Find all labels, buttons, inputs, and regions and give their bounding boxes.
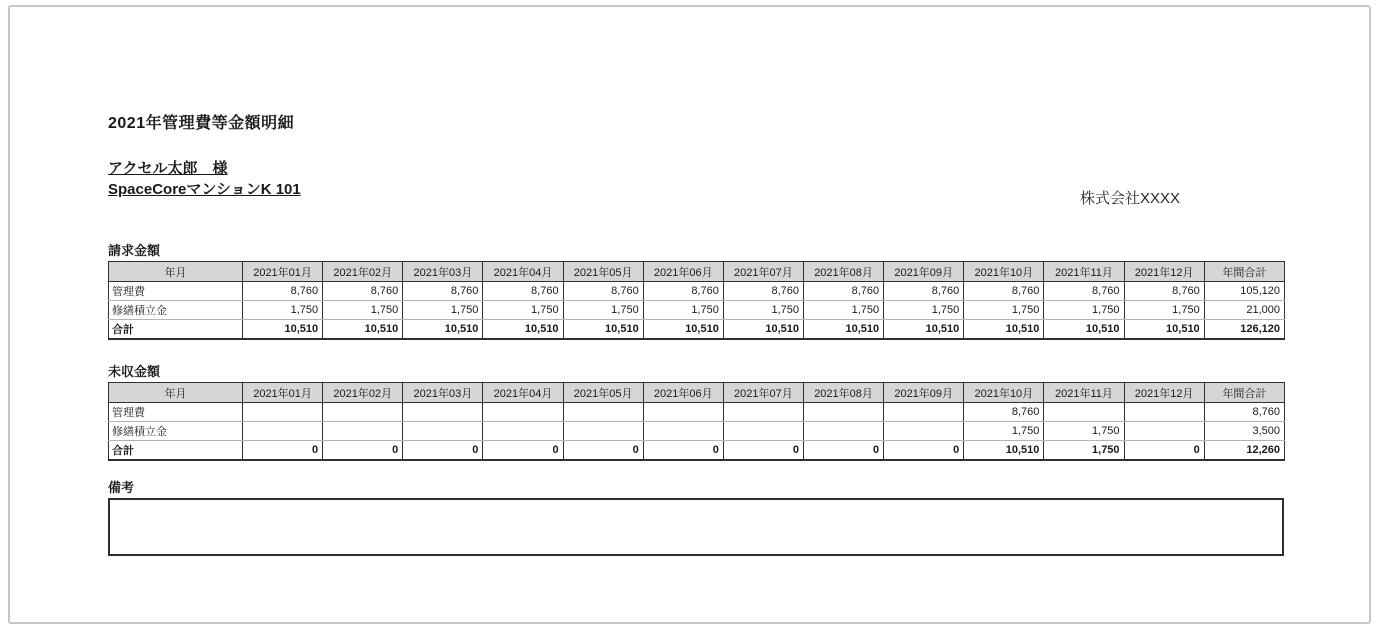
table-cell xyxy=(723,422,803,441)
table-cell: 0 xyxy=(483,441,563,460)
table-cell: 8,760 xyxy=(483,282,563,301)
row-label: 管理費 xyxy=(109,403,243,422)
table-cell: 1,750 xyxy=(1044,441,1124,460)
column-header: 2021年02月 xyxy=(323,383,403,403)
table-cell: 1,750 xyxy=(803,301,883,320)
table-cell xyxy=(884,403,964,422)
table-cell xyxy=(323,422,403,441)
table-cell: 8,760 xyxy=(884,282,964,301)
column-header: 2021年03月 xyxy=(403,383,483,403)
document-page xyxy=(8,5,1371,624)
row-label: 合計 xyxy=(109,320,243,339)
remarks-box xyxy=(108,498,1284,556)
table-cell: 10,510 xyxy=(964,320,1044,339)
column-header: 2021年03月 xyxy=(403,262,483,282)
column-header: 2021年06月 xyxy=(643,383,723,403)
table-cell xyxy=(563,403,643,422)
table-cell: 105,120 xyxy=(1204,282,1284,301)
table-cell: 10,510 xyxy=(643,320,723,339)
table-cell: 10,510 xyxy=(803,320,883,339)
table-cell: 10,510 xyxy=(563,320,643,339)
table-row xyxy=(109,301,1285,320)
column-header-month-label: 年月 xyxy=(109,262,243,282)
table-cell xyxy=(803,422,883,441)
column-header: 2021年04月 xyxy=(483,383,563,403)
row-label: 修繕積立金 xyxy=(109,301,243,320)
table-cell: 8,760 xyxy=(803,282,883,301)
table-cell: 10,510 xyxy=(483,320,563,339)
table-cell: 0 xyxy=(563,441,643,460)
table-cell xyxy=(1044,403,1124,422)
table-cell: 0 xyxy=(884,441,964,460)
table-cell: 0 xyxy=(803,441,883,460)
company-name: 株式会社XXXX xyxy=(1080,190,1181,207)
table-cell: 1,750 xyxy=(323,301,403,320)
table-cell: 10,510 xyxy=(884,320,964,339)
column-header: 2021年08月 xyxy=(803,383,883,403)
row-label: 修繕積立金 xyxy=(109,422,243,441)
table-cell: 0 xyxy=(1124,441,1204,460)
table-cell: 1,750 xyxy=(884,301,964,320)
table-cell: 8,760 xyxy=(243,282,323,301)
column-header: 年間合計 xyxy=(1204,262,1284,282)
table-cell xyxy=(563,422,643,441)
table-cell: 10,510 xyxy=(964,441,1044,460)
table-cell: 1,750 xyxy=(563,301,643,320)
table-cell: 0 xyxy=(403,441,483,460)
table-cell xyxy=(803,403,883,422)
table-cell: 0 xyxy=(243,441,323,460)
table-cell xyxy=(243,403,323,422)
table-cell: 1,750 xyxy=(1044,301,1124,320)
table-cell: 10,510 xyxy=(1124,320,1204,339)
table-cell: 8,760 xyxy=(723,282,803,301)
table-cell: 8,760 xyxy=(403,282,483,301)
table-cell xyxy=(643,403,723,422)
table-cell: 126,120 xyxy=(1204,320,1284,339)
column-header: 2021年12月 xyxy=(1124,262,1204,282)
table-header-row xyxy=(109,383,1285,403)
table-cell: 3,500 xyxy=(1204,422,1284,441)
table-cell: 1,750 xyxy=(964,422,1044,441)
table-row xyxy=(109,403,1285,422)
table-cell: 1,750 xyxy=(403,301,483,320)
table-cell: 12,260 xyxy=(1204,441,1284,460)
column-header: 2021年01月 xyxy=(243,262,323,282)
table-row xyxy=(109,441,1285,460)
table-cell xyxy=(403,422,483,441)
column-header: 年間合計 xyxy=(1204,383,1284,403)
table-cell: 8,760 xyxy=(1124,282,1204,301)
table-cell: 8,760 xyxy=(1044,282,1124,301)
table-cell xyxy=(1124,422,1204,441)
table-cell: 10,510 xyxy=(323,320,403,339)
table-cell xyxy=(323,403,403,422)
table-header-row xyxy=(109,262,1285,282)
table-cell: 1,750 xyxy=(243,301,323,320)
table-cell: 0 xyxy=(323,441,403,460)
column-header: 2021年07月 xyxy=(723,383,803,403)
table-row xyxy=(109,422,1285,441)
row-label: 管理費 xyxy=(109,282,243,301)
table-cell xyxy=(1124,403,1204,422)
table-cell: 0 xyxy=(643,441,723,460)
table-cell: 10,510 xyxy=(243,320,323,339)
billing-table xyxy=(108,261,1285,340)
column-header: 2021年08月 xyxy=(803,262,883,282)
column-header: 2021年10月 xyxy=(964,383,1044,403)
table-row xyxy=(109,282,1285,301)
column-header: 2021年05月 xyxy=(563,262,643,282)
remarks-section-heading: 備考 xyxy=(108,480,135,495)
table-cell: 1,750 xyxy=(643,301,723,320)
column-header: 2021年06月 xyxy=(643,262,723,282)
table-cell: 1,750 xyxy=(723,301,803,320)
table-cell: 8,760 xyxy=(323,282,403,301)
document-title: 2021年管理費等金額明細 xyxy=(108,115,295,132)
table-cell: 10,510 xyxy=(403,320,483,339)
table-row xyxy=(109,320,1285,339)
table-cell xyxy=(483,403,563,422)
column-header: 2021年07月 xyxy=(723,262,803,282)
table-cell: 8,760 xyxy=(563,282,643,301)
column-header: 2021年01月 xyxy=(243,383,323,403)
table-cell: 8,760 xyxy=(643,282,723,301)
column-header: 2021年11月 xyxy=(1044,262,1124,282)
customer-name: アクセル太郎 様 xyxy=(108,160,228,177)
table-cell: 1,750 xyxy=(483,301,563,320)
table-cell: 8,760 xyxy=(964,282,1044,301)
table-cell xyxy=(723,403,803,422)
table-cell: 8,760 xyxy=(964,403,1044,422)
table-cell xyxy=(243,422,323,441)
table-cell: 1,750 xyxy=(964,301,1044,320)
table-cell xyxy=(643,422,723,441)
table-cell xyxy=(403,403,483,422)
column-header: 2021年09月 xyxy=(884,383,964,403)
table-cell: 1,750 xyxy=(1044,422,1124,441)
table-cell xyxy=(884,422,964,441)
table-cell: 10,510 xyxy=(1044,320,1124,339)
column-header: 2021年04月 xyxy=(483,262,563,282)
column-header: 2021年11月 xyxy=(1044,383,1124,403)
table-cell xyxy=(483,422,563,441)
column-header: 2021年05月 xyxy=(563,383,643,403)
unpaid-table xyxy=(108,382,1285,461)
unpaid-section-heading: 未収金額 xyxy=(108,364,161,379)
column-header: 2021年09月 xyxy=(884,262,964,282)
billing-section-heading: 請求金額 xyxy=(108,243,161,258)
column-header-month-label: 年月 xyxy=(109,383,243,403)
column-header: 2021年10月 xyxy=(964,262,1044,282)
table-cell: 10,510 xyxy=(723,320,803,339)
column-header: 2021年12月 xyxy=(1124,383,1204,403)
table-cell: 0 xyxy=(723,441,803,460)
column-header: 2021年02月 xyxy=(323,262,403,282)
table-cell: 8,760 xyxy=(1204,403,1284,422)
table-cell: 1,750 xyxy=(1124,301,1204,320)
property-name: SpaceCoreマンションK 101 xyxy=(108,181,301,198)
table-cell: 21,000 xyxy=(1204,301,1284,320)
row-label: 合計 xyxy=(109,441,243,460)
